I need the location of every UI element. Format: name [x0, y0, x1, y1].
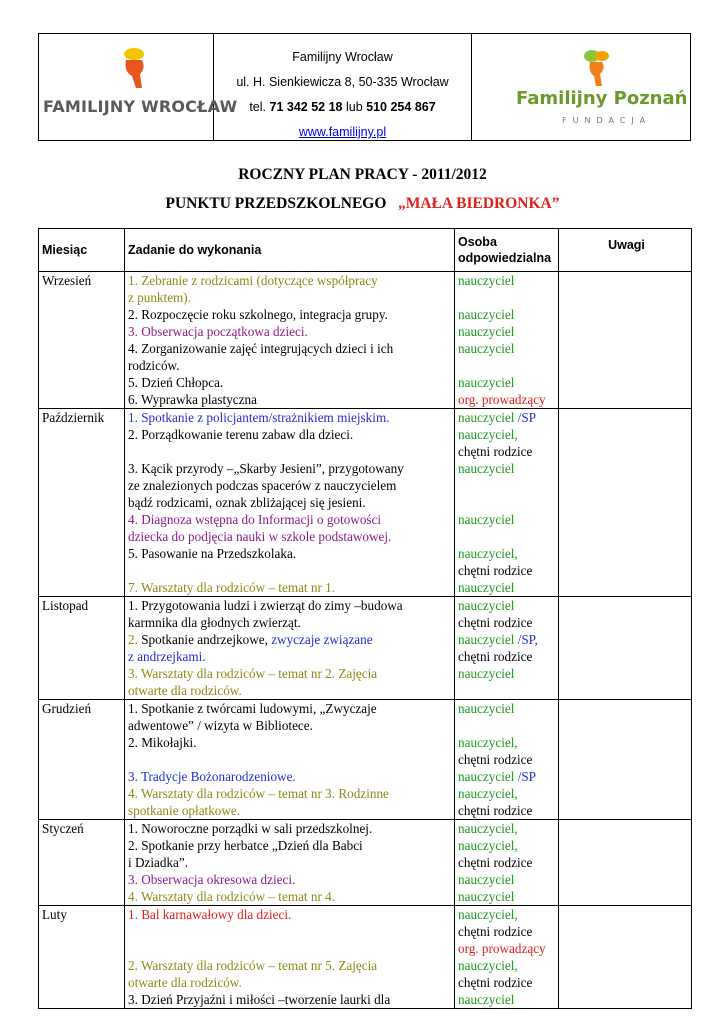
- person-line: nauczyciel: [458, 461, 515, 476]
- person-line: chętni rodzice: [458, 752, 533, 767]
- right-logo-subtitle: FUNDACJA: [562, 116, 652, 125]
- table-row: [39, 906, 692, 1009]
- person-line: nauczyciel: [458, 324, 515, 339]
- notes-cell: [559, 820, 692, 906]
- header-notes: Uwagi: [559, 229, 692, 272]
- task-line: [128, 923, 454, 940]
- notes-cell: [559, 597, 692, 700]
- month-cell: Październik: [39, 409, 125, 597]
- familijny-wroclaw-logo-icon: [114, 42, 154, 92]
- month-cell: Styczeń: [39, 820, 125, 906]
- tel-or: lub: [345, 100, 363, 114]
- task-line: 1. Bal karnawałowy dla dzieci.: [128, 907, 292, 922]
- task-line: 2. Spotkanie andrzejkowe, zwyczaje związane: [128, 632, 373, 647]
- month-cell: Listopad: [39, 597, 125, 700]
- month-cell: Wrzesień: [39, 272, 125, 409]
- person-line: nauczyciel: [458, 307, 515, 322]
- task-line: dziecka do podjęcia nauki w szkole podstawowej.: [128, 529, 392, 544]
- right-logo-cell: [472, 34, 690, 140]
- left-logo-text: FAMILIJNY WROCŁAW: [43, 97, 238, 116]
- person-cell: [455, 272, 559, 409]
- task-line: 7. Warsztaty dla rodziców – temat nr 1.: [128, 580, 336, 595]
- person-line: nauczyciel: [458, 598, 515, 613]
- task-line: spotkanie opłatkowe.: [128, 803, 241, 818]
- person-line: chętni rodzice: [458, 563, 533, 578]
- person-line: chętni rodzice: [458, 649, 533, 664]
- task-line: karmnika dla głodnych zwierząt.: [128, 615, 301, 630]
- task-line: 2. Rozpoczęcie roku szkolnego, integracja grupy.: [128, 307, 388, 322]
- subtitle-prefix: PUNKTU PRZEDSZKOLNEGO: [165, 195, 387, 212]
- tel-prefix: tel.: [249, 100, 267, 114]
- task-line: adwentowe” / wizyta w Bibliotece.: [128, 718, 313, 733]
- person-line: chętni rodzice: [458, 444, 533, 459]
- person-line: nauczyciel,: [458, 821, 518, 836]
- task-line: rodziców.: [128, 358, 180, 373]
- phone-2: 510 254 867: [366, 100, 436, 114]
- notes-cell: [559, 409, 692, 597]
- person-line: nauczyciel: [458, 992, 515, 1007]
- task-line: 1. Noworoczne porządki w sali przedszkolnej.: [128, 821, 373, 836]
- task-line: 4. Warsztaty dla rodziców – temat nr 4.: [128, 889, 336, 904]
- task-cell: [125, 597, 455, 700]
- person-line: [458, 289, 558, 306]
- person-line: [458, 717, 558, 734]
- document-title: ROCZNY PLAN PRACY - 2011/2012: [238, 166, 487, 183]
- person-cell: [455, 700, 559, 820]
- notes-cell: [559, 700, 692, 820]
- person-line: nauczyciel,: [458, 786, 518, 801]
- task-line: 3. Obserwacja okresowa dzieci.: [128, 872, 296, 887]
- address: ul. H. Sienkiewicza 8, 50-335 Wrocław: [236, 75, 449, 89]
- header-task: Zadanie do wykonania: [125, 229, 455, 272]
- task-line: 6. Wyprawka plastyczna: [128, 392, 257, 407]
- task-cell: [125, 906, 455, 1009]
- table-body: [39, 272, 692, 1009]
- left-logo-cell: [39, 34, 238, 140]
- person-line: nauczyciel,: [458, 427, 518, 442]
- task-line: 3. Dzień Przyjaźni i miłości –tworzenie laurki dla: [128, 992, 391, 1007]
- person-line: nauczyciel /SP: [458, 410, 537, 425]
- person-line: chętni rodzice: [458, 855, 533, 870]
- task-line: 1. Spotkanie z twórcami ludowymi, „Zwyczaje: [128, 701, 377, 716]
- table-header-row: [39, 229, 692, 272]
- header-month: Miesiąc: [39, 229, 125, 272]
- person-line: chętni rodzice: [458, 803, 533, 818]
- person-line: org. prowadzący: [458, 392, 546, 407]
- task-line: i Dziadka”.: [128, 855, 189, 870]
- person-line: [458, 494, 558, 511]
- work-plan-table: [38, 228, 692, 1009]
- contact-cell: [214, 34, 472, 140]
- document-subtitle: [0, 195, 725, 213]
- person-cell: [455, 409, 559, 597]
- task-line: 1. Spotkanie z policjantem/strażnikiem miejskim.: [128, 410, 390, 425]
- task-line: 1. Zebranie z rodzicami (dotyczące współpracy: [128, 273, 378, 288]
- task-cell: [125, 272, 455, 409]
- person-line: nauczyciel: [458, 701, 515, 716]
- person-line: [458, 682, 558, 699]
- person-line: nauczyciel: [458, 666, 515, 681]
- familijny-poznan-logo-icon: [580, 46, 614, 90]
- person-line: nauczyciel: [458, 273, 515, 288]
- task-line: 3. Kącik przyrody –„Skarby Jesieni”, przygotowany: [128, 461, 404, 476]
- task-line: otwarte dla rodziców.: [128, 683, 242, 698]
- person-line: org. prowadzący: [458, 941, 546, 956]
- person-line: nauczyciel: [458, 580, 515, 595]
- kindergarten-name: „MAŁA BIEDRONKA”: [398, 195, 560, 212]
- task-line: 3. Obserwacja początkowa dzieci.: [128, 324, 308, 339]
- person-line: chętni rodzice: [458, 924, 533, 939]
- task-line: 5. Pasowanie na Przedszkolaka.: [128, 546, 297, 561]
- person-cell: [455, 597, 559, 700]
- task-line: otwarte dla rodziców.: [128, 975, 242, 990]
- notes-cell: [559, 906, 692, 1009]
- person-cell: [455, 906, 559, 1009]
- person-line: [458, 357, 558, 374]
- task-line: 5. Dzień Chłopca.: [128, 375, 224, 390]
- table-row: [39, 700, 692, 820]
- person-line: nauczyciel,: [458, 838, 518, 853]
- task-line: 2. Mikołajki.: [128, 735, 197, 750]
- person-line: nauczyciel: [458, 889, 515, 904]
- task-line: 2. Porządkowanie terenu zabaw dla dzieci.: [128, 427, 354, 442]
- person-cell: [455, 820, 559, 906]
- person-line: chętni rodzice: [458, 615, 533, 630]
- task-line: 2. Warsztaty dla rodziców – temat nr 5. Zajęcia: [128, 958, 378, 973]
- task-line: z punktem).: [128, 290, 191, 305]
- month-cell: Grudzień: [39, 700, 125, 820]
- person-line: nauczyciel: [458, 512, 515, 527]
- task-line: 1. Przygotowania ludzi i zwierząt do zimy –budowa: [128, 598, 403, 613]
- task-line: z andrzejkami.: [128, 649, 206, 664]
- person-line: nauczyciel: [458, 341, 515, 356]
- task-cell: [125, 820, 455, 906]
- right-logo-text: Familijny Poznań: [516, 88, 688, 109]
- task-cell: [125, 700, 455, 820]
- person-line: nauczyciel: [458, 872, 515, 887]
- table-row: [39, 409, 692, 597]
- task-cell: [125, 409, 455, 597]
- notes-cell: [559, 272, 692, 409]
- person-line: nauczyciel,: [458, 907, 518, 922]
- table-row: [39, 272, 692, 409]
- person-line: nauczyciel /SP: [458, 769, 537, 784]
- phone-1: 71 342 52 18: [269, 100, 343, 114]
- task-line: 3. Tradycje Bożonarodzeniowe.: [128, 769, 296, 784]
- task-line: bądź rodzicami, oznak zbliżającej się jesieni.: [128, 495, 366, 510]
- org-name: Familijny Wrocław: [292, 50, 393, 64]
- person-line: nauczyciel: [458, 375, 515, 390]
- table-row: [39, 820, 692, 906]
- task-line: [128, 562, 454, 579]
- person-line: [458, 528, 558, 545]
- person-line: nauczyciel,: [458, 958, 518, 973]
- task-line: [128, 443, 454, 460]
- person-line: [458, 477, 558, 494]
- person-line: nauczyciel,: [458, 735, 518, 750]
- person-line: chętni rodzice: [458, 975, 533, 990]
- header-person: Osoba odpowiedzialna: [455, 229, 559, 272]
- person-line: nauczyciel,: [458, 546, 518, 561]
- task-line: 4. Zorganizowanie zajęć integrujących dzieci i ich: [128, 341, 394, 356]
- letterhead: [38, 33, 691, 141]
- task-line: 3. Warsztaty dla rodziców – temat nr 2. Zajęcia: [128, 666, 378, 681]
- task-line: 4. Diagnoza wstępna do Informacji o gotowości: [128, 512, 382, 527]
- person-line: nauczyciel /SP,: [458, 632, 538, 647]
- task-line: [128, 751, 454, 768]
- table-row: [39, 597, 692, 700]
- task-line: ze znalezionych podczas spacerów z nauczycielem: [128, 478, 397, 493]
- task-line: 2. Spotkanie przy herbatce „Dzień dla Babci: [128, 838, 363, 853]
- phone-line: [214, 95, 471, 120]
- month-cell: Luty: [39, 906, 125, 1009]
- website-link[interactable]: www.familijny.pl: [298, 125, 387, 139]
- task-line: 4. Warsztaty dla rodziców – temat nr 3. Rodzinne: [128, 786, 389, 801]
- task-line: [128, 940, 454, 957]
